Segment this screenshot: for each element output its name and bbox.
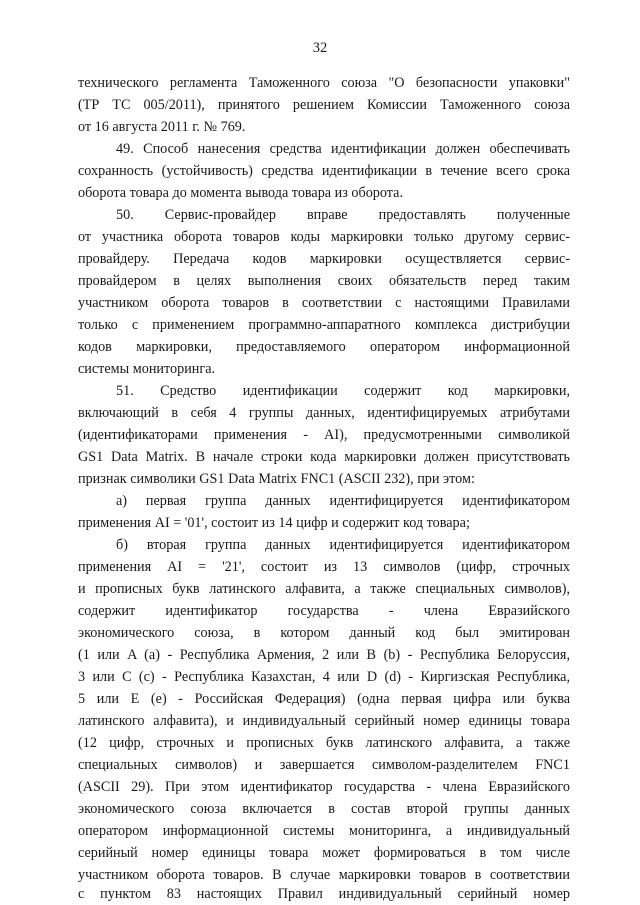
text-line: провайдером в целях выполнения своих обязательств перед таким — [78, 273, 570, 289]
text-line: 3 или C (c) - Республика Казахстан, 4 или D (d) - Киргизская Республика, — [78, 669, 570, 685]
text-line: (ТР ТС 005/2011), принятого решением Комиссии Таможенного союза — [78, 97, 570, 113]
text-line: (идентификаторами применения - AI), предусмотренными символикой — [78, 427, 570, 443]
text-line: экономического союза включается в состав второй группы данных — [78, 801, 570, 817]
text-line: от 16 августа 2011 г. № 769. — [78, 119, 246, 135]
text-line: (ASCII 29). При этом идентификатор государства - члена Евразийского — [78, 779, 570, 795]
text-line: участником оборота товаров в соответствии с настоящими Правилами — [78, 295, 570, 311]
text-line: признак символики GS1 Data Matrix FNC1 (ASCII 232), при этом: — [78, 471, 475, 487]
text-line: (1 или A (a) - Республика Армения, 2 или B (b) - Республика Белоруссия, — [78, 647, 570, 663]
text-line: а) первая группа данных идентифицируется идентификатором — [116, 493, 570, 509]
text-line: GS1 Data Matrix. В начале строки кода маркировки должен присутствовать — [78, 449, 570, 465]
text-line: содержит идентификатор государства - члена Евразийского — [78, 603, 570, 619]
text-line: экономического союза, в котором данный код был эмитирован — [78, 625, 570, 641]
text-line: включающий в себя 4 группы данных, идентифицируемых атрибутами — [78, 405, 570, 421]
text-line: 51. Средство идентификации содержит код маркировки, — [116, 383, 570, 399]
page-number: 32 — [312, 40, 328, 56]
text-line: латинского алфавита), и индивидуальный серийный номер единицы товара — [78, 713, 570, 729]
text-line: специальных символов) и завершается символом-разделителем FNC1 — [78, 757, 570, 773]
text-line: участником оборота товаров. В случае маркировки товаров в соответствии — [78, 867, 570, 883]
text-line: 50. Сервис-провайдер вправе предоставлять полученные — [116, 207, 570, 223]
text-line: от участника оборота товаров коды маркировки только другому сервис- — [78, 229, 570, 245]
text-line: технического регламента Таможенного союза "О безопасности упаковки" — [78, 75, 570, 91]
text-line: применения AI = '21', состоит из 13 символов (цифр, строчных — [78, 559, 570, 575]
text-line: серийный номер единицы товара может формироваться в том числе — [78, 845, 570, 861]
text-line: системы мониторинга. — [78, 361, 216, 377]
text-line: сохранность (устойчивость) средства идентификации в течение всего срока — [78, 163, 570, 179]
text-line: с пунктом 83 настоящих Правил индивидуальный серийный номер — [78, 886, 570, 902]
text-line: б) вторая группа данных идентифицируется идентификатором — [116, 537, 570, 553]
text-line: только с применением программно-аппаратного комплекса дистрибуции — [78, 317, 570, 333]
text-line: провайдеру. Передача кодов маркировки осуществляется сервис- — [78, 251, 570, 267]
text-line: применения AI = '01', состоит из 14 цифр и содержит код товара; — [78, 515, 470, 531]
text-line: оборота товара до момента вывода товара из оборота. — [78, 185, 404, 201]
text-line: и прописных букв латинского алфавита, а также специальных символов), — [78, 581, 570, 597]
text-line: 49. Способ нанесения средства идентификации должен обеспечивать — [116, 141, 570, 157]
text-line: оператором информационной системы мониторинга, а индивидуальный — [78, 823, 570, 839]
text-line: кодов маркировки, предоставляемого оператором информационной — [78, 339, 570, 355]
text-line: 5 или E (e) - Российская Федерация) (одна первая цифра или буква — [78, 691, 570, 707]
text-line: (12 цифр, строчных и прописных букв латинского алфавита, а также — [78, 735, 570, 751]
